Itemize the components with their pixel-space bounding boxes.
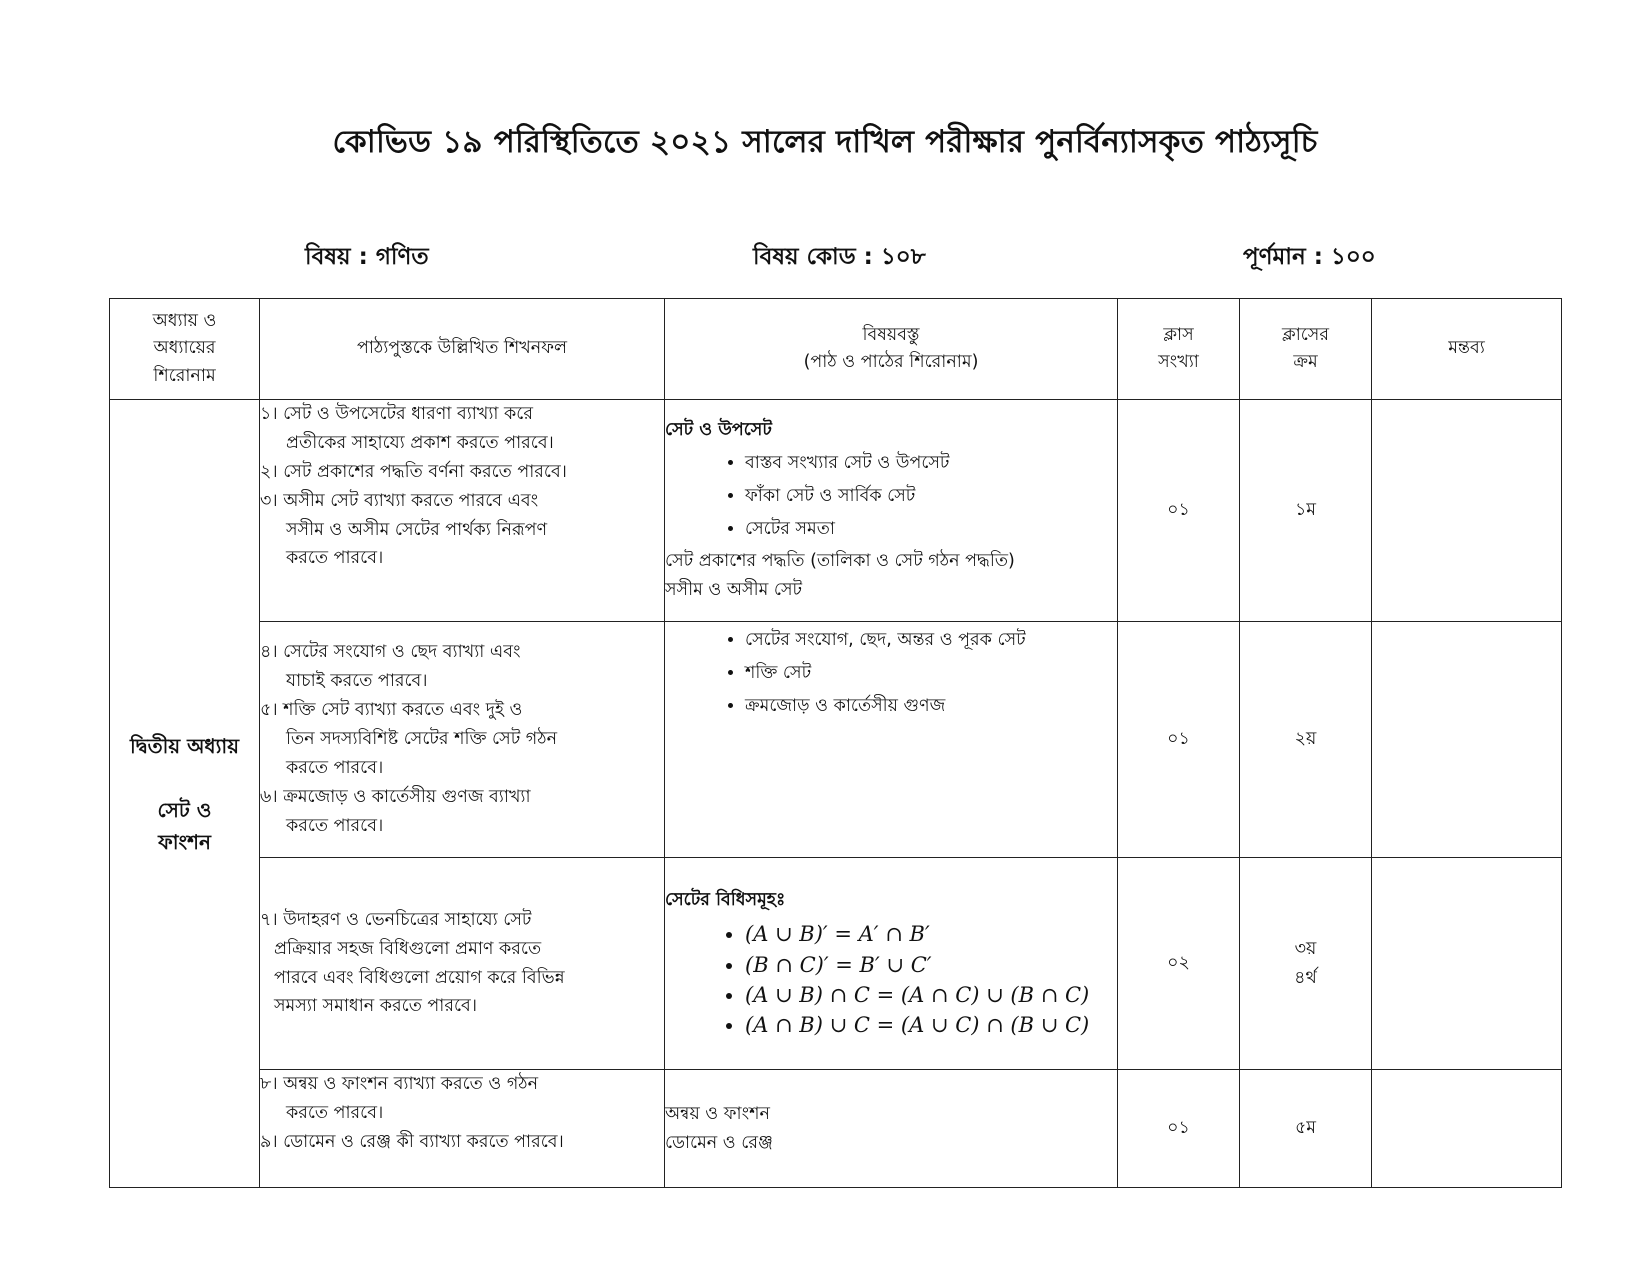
header-content-line2: (পাঠ ও পাঠের শিরোনাম) xyxy=(803,352,979,372)
chapter-title-line3: ফাংশন xyxy=(158,829,211,854)
chapter-title-line2: সেট ও xyxy=(157,797,212,822)
learning-outcomes-cell xyxy=(260,858,665,1070)
outcome-line: ৩। অসীম সেট ব্যাখ্যা করতে পারবে এবং xyxy=(260,490,539,511)
table-row xyxy=(110,400,1562,622)
header-class-order-line1: ক্লাসের xyxy=(1282,324,1329,345)
page-title: কোভিড ১৯ পরিস্থিতিতে ২০২১ সালের দাখিল পরীক্ষার পুনর্বিন্যাসকৃত পাঠ্যসূচি xyxy=(332,124,1318,160)
content-cell xyxy=(665,858,1118,1070)
header-chapter-line3: শিরোনাম xyxy=(153,365,216,386)
header-chapter xyxy=(110,299,260,400)
outcome-line: ৮। অন্বয় ও ফাংশন ব্যাখ্যা করতে ও গঠন xyxy=(260,1074,539,1094)
header-content xyxy=(665,299,1118,400)
content-line: সসীম ও অসীম সেট xyxy=(665,580,803,601)
formula-item: • (A ∪ B) ∩ C = (A ∩ C) ∪ (B ∩ C) xyxy=(745,980,1117,1010)
outcome-line: পারবে এবং বিধিগুলো প্রয়োগ করে বিভিন্ন xyxy=(274,967,565,988)
header-class-count-line2: সংখ্যা xyxy=(1158,352,1199,372)
class-order-cell xyxy=(1240,858,1372,1070)
formula-item: • (B ∩ C)′ = B′ ∪ C′ xyxy=(745,950,1117,980)
learning-outcomes-cell xyxy=(260,1070,665,1188)
outcome-line: ৯। ডোমেন ও রেঞ্জ কী ব্যাখ্যা করতে পারবে। xyxy=(260,1131,564,1152)
outcome-line: করতে পারবে। xyxy=(286,1102,384,1123)
subject-label: বিষয় : গণিত xyxy=(305,244,429,270)
formula-item: • (A ∩ B) ∪ C = (A ∪ C) ∩ (B ∪ C) xyxy=(745,1010,1117,1040)
syllabus-table xyxy=(109,298,1562,1188)
outcome-line: সসীম ও অসীম সেটের পার্থক্য নিরূপণ xyxy=(286,519,548,540)
list-item: • শক্তি সেট xyxy=(745,659,1117,688)
outcome-line: ১। সেট ও উপসেটের ধারণা ব্যাখ্যা করে xyxy=(260,404,533,424)
header-content-line1: বিষয়বস্তু xyxy=(862,324,920,345)
outcome-line: তিন সদস্যবিশিষ্ট সেটের শক্তি সেট গঠন xyxy=(286,729,558,750)
outcome-line: ৪। সেটের সংযোগ ও ছেদ ব্যাখ্যা এবং xyxy=(260,642,521,663)
content-cell xyxy=(665,400,1118,622)
content-line: সেট প্রকাশের পদ্ধতি (তালিকা ও সেট গঠন পদ্ধতি) xyxy=(665,551,1015,572)
class-count-cell: ০১ xyxy=(1118,622,1240,858)
content-heading: সেটের বিধিসমূহঃ xyxy=(665,890,786,911)
outcome-line: ৭। উদাহরণ ও ভেনচিত্রের সাহায্যে সেট xyxy=(260,909,532,930)
table-row xyxy=(110,1070,1562,1188)
class-order-cell: ১ম xyxy=(1240,400,1372,622)
formula-item: • (A ∪ B)′ = A′ ∩ B′ xyxy=(745,919,1117,949)
subject-code-label: বিষয় কোড : ১০৮ xyxy=(753,244,926,270)
list-item: • বাস্তব সংখ্যার সেট ও উপসেট xyxy=(745,449,1117,478)
outcome-line: করতে পারবে। xyxy=(286,815,384,836)
content-line: অন্বয় ও ফাংশন xyxy=(665,1103,770,1124)
table-row xyxy=(110,858,1562,1070)
list-item: • ফাঁকা সেট ও সার্বিক সেট xyxy=(745,482,1117,511)
set-laws-list xyxy=(665,919,1117,1041)
header-class-count xyxy=(1118,299,1240,400)
content-line: ডোমেন ও রেঞ্জ xyxy=(665,1132,773,1153)
content-bullet-list xyxy=(665,449,1117,544)
content-cell xyxy=(665,622,1118,858)
chapter-title-cell xyxy=(110,400,260,1188)
content-heading: সেট ও উপসেট xyxy=(665,419,772,440)
remarks-cell xyxy=(1372,400,1562,622)
class-order-cell: ২য় xyxy=(1240,622,1372,858)
header-class-order-line2: ক্রম xyxy=(1293,352,1318,372)
header-class-count-line1: ক্লাস xyxy=(1163,324,1194,345)
outcome-line: প্রতীকের সাহায্যে প্রকাশ করতে পারবে। xyxy=(286,432,554,453)
header-chapter-line1: অধ্যায় ও xyxy=(152,311,217,332)
outcome-line: ২। সেট প্রকাশের পদ্ধতি বর্ণনা করতে পারবে। xyxy=(260,461,567,482)
list-item: • সেটের সংযোগ, ছেদ, অন্তর ও পূরক সেট xyxy=(745,626,1117,655)
table-header-row xyxy=(110,299,1562,400)
learning-outcomes-cell xyxy=(260,622,665,858)
list-item: • সেটের সমতা xyxy=(745,515,1117,544)
header-remarks: মন্তব্য xyxy=(1372,299,1562,400)
full-marks-label: পূর্ণমান : ১০০ xyxy=(1243,244,1376,270)
table-row xyxy=(110,622,1562,858)
outcome-line: ৫। শক্তি সেট ব্যাখ্যা করতে এবং দুই ও xyxy=(260,700,523,721)
content-bullet-list xyxy=(665,626,1117,721)
outcome-line: ৬। ক্রমজোড় ও কার্তেসীয় গুণজ ব্যাখ্যা xyxy=(260,786,531,807)
header-chapter-line2: অধ্যায়ের xyxy=(153,338,216,359)
class-order-line1: ৩য় xyxy=(1294,938,1317,959)
class-count-cell: ০১ xyxy=(1118,1070,1240,1188)
chapter-title-line1: দ্বিতীয় অধ্যায় xyxy=(130,733,239,758)
header-outcomes: পাঠ্যপুস্তকে উল্লিখিত শিখনফল xyxy=(260,299,665,400)
outcome-line: করতে পারবে। xyxy=(286,548,384,569)
class-count-cell: ০২ xyxy=(1118,858,1240,1070)
outcome-line: সমস্যা সমাধান করতে পারবে। xyxy=(274,996,477,1017)
outcome-line: যাচাই করতে পারবে। xyxy=(286,671,428,692)
class-order-cell: ৫ম xyxy=(1240,1070,1372,1188)
learning-outcomes-cell xyxy=(260,400,665,622)
remarks-cell xyxy=(1372,858,1562,1070)
content-cell xyxy=(665,1070,1118,1188)
outcome-line: করতে পারবে। xyxy=(286,757,384,778)
class-count-cell: ০১ xyxy=(1118,400,1240,622)
remarks-cell xyxy=(1372,1070,1562,1188)
class-order-line2: ৪র্থ xyxy=(1294,967,1317,988)
list-item: • ক্রমজোড় ও কার্তেসীয় গুণজ xyxy=(745,692,1117,721)
outcome-line: প্রক্রিয়ার সহজ বিধিগুলো প্রমাণ করতে xyxy=(274,938,542,959)
remarks-cell xyxy=(1372,622,1562,858)
header-class-order xyxy=(1240,299,1372,400)
